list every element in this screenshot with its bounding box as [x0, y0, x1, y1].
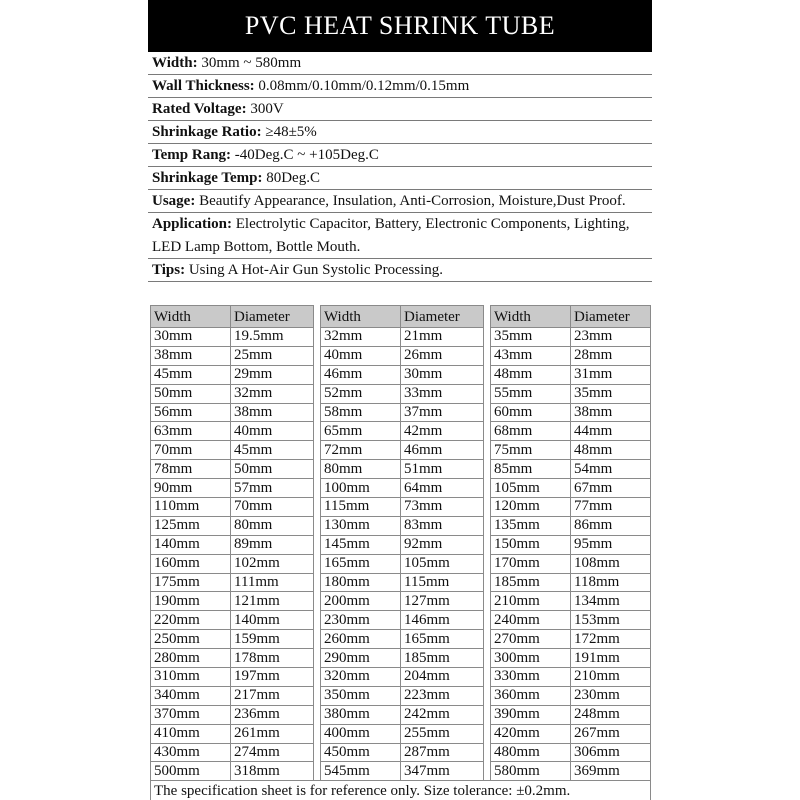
- width-cell: 270mm: [491, 630, 571, 649]
- width-cell: 390mm: [491, 705, 571, 724]
- diameter-cell: 40mm: [231, 422, 314, 441]
- column-gap: [484, 668, 491, 687]
- column-gap: [314, 365, 321, 384]
- diameter-cell: 115mm: [401, 573, 484, 592]
- width-cell: 65mm: [321, 422, 401, 441]
- width-cell: 135mm: [491, 516, 571, 535]
- diameter-cell: 105mm: [401, 554, 484, 573]
- table-row: [151, 460, 651, 479]
- width-cell: 370mm: [151, 705, 231, 724]
- diameter-cell: 230mm: [571, 686, 651, 705]
- diameter-cell: 86mm: [571, 516, 651, 535]
- column-gap: [314, 554, 321, 573]
- width-cell: 43mm: [491, 346, 571, 365]
- width-cell: 210mm: [491, 592, 571, 611]
- table-row: [151, 724, 651, 743]
- diameter-cell: 118mm: [571, 573, 651, 592]
- diameter-cell: 26mm: [401, 346, 484, 365]
- spec-label: Wall Thickness:: [152, 78, 255, 94]
- column-gap: [314, 516, 321, 535]
- column-gap: [314, 649, 321, 668]
- page-title: PVC HEAT SHRINK TUBE: [148, 0, 652, 52]
- table-row: [151, 705, 651, 724]
- width-cell: 52mm: [321, 384, 401, 403]
- width-cell: 35mm: [491, 328, 571, 347]
- column-gap: [484, 592, 491, 611]
- spec-row: [148, 190, 652, 213]
- width-cell: 420mm: [491, 724, 571, 743]
- width-cell: 125mm: [151, 516, 231, 535]
- table-row: [151, 668, 651, 687]
- diameter-cell: 267mm: [571, 724, 651, 743]
- table-row: [151, 592, 651, 611]
- table-row: [151, 611, 651, 630]
- width-cell: 410mm: [151, 724, 231, 743]
- column-gap: [484, 306, 491, 328]
- diameter-cell: 306mm: [571, 743, 651, 762]
- width-cell: 45mm: [151, 365, 231, 384]
- spec-value: 0.08mm/0.10mm/0.12mm/0.15mm: [254, 78, 470, 94]
- table-row: [151, 630, 651, 649]
- width-cell: 330mm: [491, 668, 571, 687]
- table-row: [151, 649, 651, 668]
- width-cell: 90mm: [151, 479, 231, 498]
- width-cell: 78mm: [151, 460, 231, 479]
- spec-row: [148, 98, 652, 121]
- width-cell: 110mm: [151, 498, 231, 517]
- spec-row: [148, 75, 652, 98]
- column-gap: [314, 441, 321, 460]
- column-gap: [484, 384, 491, 403]
- column-gap: [484, 516, 491, 535]
- column-gap: [314, 328, 321, 347]
- table-row: [151, 422, 651, 441]
- spec-label: Width:: [152, 55, 198, 71]
- diameter-cell: 77mm: [571, 498, 651, 517]
- diameter-cell: 37mm: [401, 403, 484, 422]
- diameter-cell: 217mm: [231, 686, 314, 705]
- diameter-cell: 318mm: [231, 762, 314, 781]
- spec-value: 300V: [246, 101, 284, 117]
- width-cell: 170mm: [491, 554, 571, 573]
- width-cell: 190mm: [151, 592, 231, 611]
- tolerance-note: The specification sheet is for reference only. Size tolerance: ±0.2mm.: [151, 781, 651, 800]
- diameter-cell: 369mm: [571, 762, 651, 781]
- column-gap: [484, 762, 491, 781]
- spec-value: -40Deg.C ~ +105Deg.C: [231, 147, 379, 163]
- column-header: Diameter: [401, 306, 484, 328]
- diameter-cell: 159mm: [231, 630, 314, 649]
- width-cell: 85mm: [491, 460, 571, 479]
- width-cell: 220mm: [151, 611, 231, 630]
- width-cell: 150mm: [491, 535, 571, 554]
- diameter-cell: 80mm: [231, 516, 314, 535]
- spec-label: Shrinkage Temp:: [152, 170, 263, 186]
- width-cell: 145mm: [321, 535, 401, 554]
- width-cell: 175mm: [151, 573, 231, 592]
- diameter-cell: 70mm: [231, 498, 314, 517]
- column-gap: [314, 686, 321, 705]
- width-cell: 48mm: [491, 365, 571, 384]
- width-cell: 185mm: [491, 573, 571, 592]
- diameter-cell: 38mm: [571, 403, 651, 422]
- table-row: [151, 498, 651, 517]
- table-row: [151, 365, 651, 384]
- width-cell: 500mm: [151, 762, 231, 781]
- column-gap: [484, 460, 491, 479]
- table-row: [151, 441, 651, 460]
- spec-value: ≥48±5%: [261, 124, 317, 140]
- width-cell: 60mm: [491, 403, 571, 422]
- column-gap: [314, 384, 321, 403]
- diameter-cell: 30mm: [401, 365, 484, 384]
- width-cell: 105mm: [491, 479, 571, 498]
- column-gap: [314, 403, 321, 422]
- width-cell: 120mm: [491, 498, 571, 517]
- spec-label: Temp Rang:: [152, 147, 232, 163]
- diameter-cell: 111mm: [231, 573, 314, 592]
- spec-row: [148, 144, 652, 167]
- table-row: [151, 743, 651, 762]
- spec-label: Rated Voltage:: [152, 101, 247, 117]
- diameter-cell: 51mm: [401, 460, 484, 479]
- diameter-cell: 223mm: [401, 686, 484, 705]
- width-cell: 115mm: [321, 498, 401, 517]
- spec-label: Tips:: [152, 262, 186, 278]
- diameter-cell: 92mm: [401, 535, 484, 554]
- column-gap: [314, 630, 321, 649]
- spec-label: Usage:: [152, 193, 196, 209]
- spec-label: Application:: [152, 216, 233, 232]
- table-row: [151, 479, 651, 498]
- table-row: [151, 554, 651, 573]
- diameter-cell: 248mm: [571, 705, 651, 724]
- column-gap: [314, 479, 321, 498]
- spec-row: [148, 167, 652, 190]
- diameter-cell: 57mm: [231, 479, 314, 498]
- width-cell: 56mm: [151, 403, 231, 422]
- spec-value: 30mm ~ 580mm: [197, 55, 302, 71]
- column-gap: [314, 498, 321, 517]
- column-header: Diameter: [571, 306, 651, 328]
- diameter-cell: 236mm: [231, 705, 314, 724]
- diameter-cell: 67mm: [571, 479, 651, 498]
- diameter-cell: 146mm: [401, 611, 484, 630]
- column-gap: [484, 630, 491, 649]
- column-header: Width: [321, 306, 401, 328]
- column-gap: [484, 346, 491, 365]
- diameter-cell: 31mm: [571, 365, 651, 384]
- spec-value: Using A Hot-Air Gun Systolic Processing.: [185, 262, 444, 278]
- diameter-cell: 28mm: [571, 346, 651, 365]
- size-table: [150, 305, 651, 800]
- column-gap: [484, 554, 491, 573]
- diameter-cell: 153mm: [571, 611, 651, 630]
- diameter-cell: 242mm: [401, 705, 484, 724]
- diameter-cell: 21mm: [401, 328, 484, 347]
- diameter-cell: 95mm: [571, 535, 651, 554]
- diameter-cell: 46mm: [401, 441, 484, 460]
- table-row: [151, 573, 651, 592]
- diameter-cell: 38mm: [231, 403, 314, 422]
- width-cell: 380mm: [321, 705, 401, 724]
- spec-value: Beautify Appearance, Insulation, Anti-Corrosion, Moisture,Dust Proof.: [195, 193, 626, 209]
- width-cell: 58mm: [321, 403, 401, 422]
- width-cell: 240mm: [491, 611, 571, 630]
- column-header: Width: [151, 306, 231, 328]
- diameter-cell: 29mm: [231, 365, 314, 384]
- column-gap: [314, 535, 321, 554]
- table-row: [151, 328, 651, 347]
- column-gap: [484, 611, 491, 630]
- column-gap: [314, 460, 321, 479]
- width-cell: 165mm: [321, 554, 401, 573]
- column-gap: [314, 422, 321, 441]
- diameter-cell: 185mm: [401, 649, 484, 668]
- diameter-cell: 134mm: [571, 592, 651, 611]
- table-row: [151, 762, 651, 781]
- diameter-cell: 54mm: [571, 460, 651, 479]
- table-row: [151, 686, 651, 705]
- width-cell: 72mm: [321, 441, 401, 460]
- diameter-cell: 197mm: [231, 668, 314, 687]
- column-gap: [484, 422, 491, 441]
- table-row: [151, 403, 651, 422]
- diameter-cell: 191mm: [571, 649, 651, 668]
- width-cell: 63mm: [151, 422, 231, 441]
- diameter-cell: 42mm: [401, 422, 484, 441]
- table-header-row: [151, 306, 651, 328]
- column-gap: [484, 479, 491, 498]
- width-cell: 46mm: [321, 365, 401, 384]
- width-cell: 260mm: [321, 630, 401, 649]
- column-gap: [484, 686, 491, 705]
- diameter-cell: 25mm: [231, 346, 314, 365]
- spec-row: [148, 213, 652, 259]
- diameter-cell: 33mm: [401, 384, 484, 403]
- column-gap: [484, 365, 491, 384]
- width-cell: 580mm: [491, 762, 571, 781]
- spec-value: 80Deg.C: [262, 170, 320, 186]
- diameter-cell: 23mm: [571, 328, 651, 347]
- column-gap: [314, 346, 321, 365]
- diameter-cell: 32mm: [231, 384, 314, 403]
- column-gap: [484, 724, 491, 743]
- width-cell: 430mm: [151, 743, 231, 762]
- width-cell: 160mm: [151, 554, 231, 573]
- width-cell: 300mm: [491, 649, 571, 668]
- width-cell: 180mm: [321, 573, 401, 592]
- diameter-cell: 274mm: [231, 743, 314, 762]
- spec-value: Electrolytic Capacitor, Battery, Electronic Components, Lighting, LED Lamp Bottom, Bottle Mouth.: [152, 216, 630, 255]
- table-row: [151, 516, 651, 535]
- diameter-cell: 347mm: [401, 762, 484, 781]
- diameter-cell: 48mm: [571, 441, 651, 460]
- width-cell: 30mm: [151, 328, 231, 347]
- diameter-cell: 172mm: [571, 630, 651, 649]
- width-cell: 75mm: [491, 441, 571, 460]
- width-cell: 545mm: [321, 762, 401, 781]
- width-cell: 55mm: [491, 384, 571, 403]
- spec-row: [148, 259, 652, 282]
- diameter-cell: 19.5mm: [231, 328, 314, 347]
- column-gap: [484, 328, 491, 347]
- width-cell: 140mm: [151, 535, 231, 554]
- diameter-cell: 83mm: [401, 516, 484, 535]
- column-gap: [314, 306, 321, 328]
- width-cell: 100mm: [321, 479, 401, 498]
- column-gap: [484, 403, 491, 422]
- diameter-cell: 64mm: [401, 479, 484, 498]
- table-row: [151, 346, 651, 365]
- column-gap: [484, 535, 491, 554]
- diameter-cell: 140mm: [231, 611, 314, 630]
- column-gap: [484, 649, 491, 668]
- width-cell: 310mm: [151, 668, 231, 687]
- column-gap: [314, 705, 321, 724]
- width-cell: 40mm: [321, 346, 401, 365]
- column-gap: [314, 743, 321, 762]
- diameter-cell: 210mm: [571, 668, 651, 687]
- spec-row: [148, 52, 652, 75]
- column-header: Width: [491, 306, 571, 328]
- diameter-cell: 89mm: [231, 535, 314, 554]
- diameter-cell: 127mm: [401, 592, 484, 611]
- diameter-cell: 204mm: [401, 668, 484, 687]
- column-gap: [314, 668, 321, 687]
- width-cell: 250mm: [151, 630, 231, 649]
- width-cell: 340mm: [151, 686, 231, 705]
- column-gap: [484, 441, 491, 460]
- width-cell: 80mm: [321, 460, 401, 479]
- width-cell: 280mm: [151, 649, 231, 668]
- table-row: [151, 535, 651, 554]
- diameter-cell: 287mm: [401, 743, 484, 762]
- diameter-cell: 255mm: [401, 724, 484, 743]
- width-cell: 50mm: [151, 384, 231, 403]
- table-footer-row: [151, 781, 651, 800]
- table-row: [151, 384, 651, 403]
- diameter-cell: 178mm: [231, 649, 314, 668]
- column-gap: [314, 611, 321, 630]
- diameter-cell: 108mm: [571, 554, 651, 573]
- width-cell: 230mm: [321, 611, 401, 630]
- column-gap: [484, 573, 491, 592]
- width-cell: 70mm: [151, 441, 231, 460]
- diameter-cell: 50mm: [231, 460, 314, 479]
- column-gap: [314, 573, 321, 592]
- column-gap: [314, 592, 321, 611]
- spec-row: [148, 121, 652, 144]
- diameter-cell: 73mm: [401, 498, 484, 517]
- diameter-cell: 45mm: [231, 441, 314, 460]
- width-cell: 450mm: [321, 743, 401, 762]
- width-cell: 200mm: [321, 592, 401, 611]
- width-cell: 400mm: [321, 724, 401, 743]
- column-gap: [314, 724, 321, 743]
- width-cell: 360mm: [491, 686, 571, 705]
- diameter-cell: 44mm: [571, 422, 651, 441]
- width-cell: 290mm: [321, 649, 401, 668]
- width-cell: 480mm: [491, 743, 571, 762]
- width-cell: 32mm: [321, 328, 401, 347]
- width-cell: 38mm: [151, 346, 231, 365]
- column-gap: [314, 762, 321, 781]
- diameter-cell: 121mm: [231, 592, 314, 611]
- spec-list: [148, 52, 652, 282]
- width-cell: 68mm: [491, 422, 571, 441]
- diameter-cell: 35mm: [571, 384, 651, 403]
- diameter-cell: 261mm: [231, 724, 314, 743]
- column-header: Diameter: [231, 306, 314, 328]
- diameter-cell: 165mm: [401, 630, 484, 649]
- width-cell: 320mm: [321, 668, 401, 687]
- spec-label: Shrinkage Ratio:: [152, 124, 262, 140]
- column-gap: [484, 498, 491, 517]
- width-cell: 350mm: [321, 686, 401, 705]
- width-cell: 130mm: [321, 516, 401, 535]
- column-gap: [484, 705, 491, 724]
- diameter-cell: 102mm: [231, 554, 314, 573]
- column-gap: [484, 743, 491, 762]
